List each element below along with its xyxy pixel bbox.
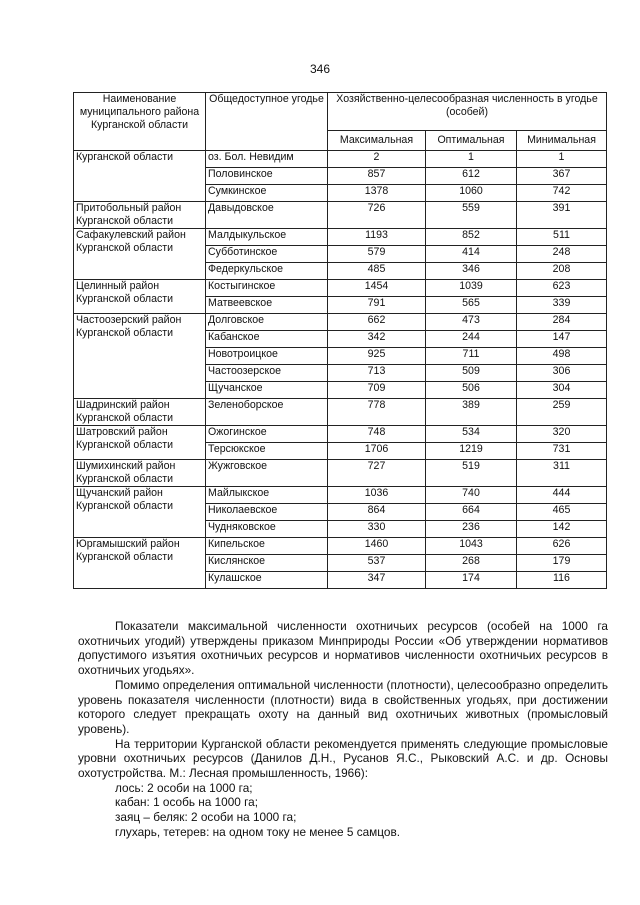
max-cell: 1706 (328, 443, 426, 460)
opt-cell: 534 (426, 426, 517, 443)
max-cell: 857 (328, 168, 426, 185)
opt-cell: 559 (426, 202, 517, 229)
min-cell: 304 (517, 382, 607, 399)
min-cell: 142 (517, 521, 607, 538)
area-cell: Кабанское (206, 331, 328, 348)
opt-cell: 509 (426, 365, 517, 382)
area-cell: Малдыкульское (206, 229, 328, 246)
opt-cell: 565 (426, 297, 517, 314)
table-row (74, 314, 607, 331)
table-row (74, 460, 607, 487)
min-cell: 208 (517, 263, 607, 280)
opt-cell: 268 (426, 555, 517, 572)
area-cell: оз. Бол. Невидим (206, 151, 328, 168)
header-max: Максимальная (328, 131, 426, 151)
max-cell: 1454 (328, 280, 426, 297)
district-cell: Шумихинский район Курганской области (74, 460, 206, 487)
area-cell: Костыгинское (206, 280, 328, 297)
opt-cell: 389 (426, 399, 517, 426)
opt-cell: 852 (426, 229, 517, 246)
opt-cell: 1219 (426, 443, 517, 460)
district-cell: Щучанский район Курганской области (74, 487, 206, 538)
min-cell: 391 (517, 202, 607, 229)
min-cell: 742 (517, 185, 607, 202)
max-cell: 330 (328, 521, 426, 538)
min-cell: 259 (517, 399, 607, 426)
min-cell: 367 (517, 168, 607, 185)
min-cell: 284 (517, 314, 607, 331)
opt-cell: 1 (426, 151, 517, 168)
max-cell: 485 (328, 263, 426, 280)
max-cell: 1460 (328, 538, 426, 555)
header-group: Хозяйственно-целесообразная численность в угодье (особей) (328, 93, 607, 131)
header-district: Наименование муниципального района Курганской области (74, 93, 206, 151)
min-cell: 731 (517, 443, 607, 460)
area-cell: Кислянское (206, 555, 328, 572)
list-item: кабан: 1 особь на 1000 га; (115, 795, 259, 810)
table-row (74, 399, 607, 426)
min-cell: 511 (517, 229, 607, 246)
max-cell: 662 (328, 314, 426, 331)
min-cell: 626 (517, 538, 607, 555)
district-cell: Целинный район Курганской области (74, 280, 206, 314)
area-cell: Кулашское (206, 572, 328, 589)
area-cell: Субботинское (206, 246, 328, 263)
table-row (74, 538, 607, 555)
min-cell: 1 (517, 151, 607, 168)
hunting-resources-table (73, 92, 607, 589)
opt-cell: 1043 (426, 538, 517, 555)
district-cell: Шадринский район Курганской области (74, 399, 206, 426)
max-cell: 709 (328, 382, 426, 399)
opt-cell: 740 (426, 487, 517, 504)
area-cell: Половинское (206, 168, 328, 185)
area-cell: Майлыкское (206, 487, 328, 504)
min-cell: 248 (517, 246, 607, 263)
district-cell: Курганской области (74, 151, 206, 202)
max-cell: 1036 (328, 487, 426, 504)
min-cell: 311 (517, 460, 607, 487)
district-cell: Частоозерский район Курганской области (74, 314, 206, 399)
area-cell: Частоозерское (206, 365, 328, 382)
list-item: лось: 2 особи на 1000 га; (115, 780, 253, 795)
paragraph: Показатели максимальной численности охотничьих ресурсов (особей на 1000 га охотничьих угодий) утверждены приказом Минприроды России «Об утверждении нормативов допустимого изъятия охотничьих ресурсов и нормативов численности охотничьих ресурсов в охотничьих угодьях». (78, 619, 608, 678)
opt-cell: 711 (426, 348, 517, 365)
district-cell: Юргамышский район Курганской области (74, 538, 206, 589)
district-cell: Шатровский район Курганской области (74, 426, 206, 460)
max-cell: 748 (328, 426, 426, 443)
opt-cell: 174 (426, 572, 517, 589)
max-cell: 713 (328, 365, 426, 382)
opt-cell: 519 (426, 460, 517, 487)
area-cell: Сумкинское (206, 185, 328, 202)
district-cell: Притобольный район Курганской области (74, 202, 206, 229)
opt-cell: 414 (426, 246, 517, 263)
max-cell: 925 (328, 348, 426, 365)
max-cell: 1193 (328, 229, 426, 246)
min-cell: 465 (517, 504, 607, 521)
area-cell: Новотроицкое (206, 348, 328, 365)
area-cell: Чудняковское (206, 521, 328, 538)
max-cell: 342 (328, 331, 426, 348)
max-cell: 2 (328, 151, 426, 168)
opt-cell: 346 (426, 263, 517, 280)
area-cell: Давыдовское (206, 202, 328, 229)
opt-cell: 1039 (426, 280, 517, 297)
table-row (74, 487, 607, 504)
header-opt: Оптимальная (426, 131, 517, 151)
max-cell: 1378 (328, 185, 426, 202)
area-cell: Зеленоборское (206, 399, 328, 426)
max-cell: 347 (328, 572, 426, 589)
max-cell: 864 (328, 504, 426, 521)
min-cell: 320 (517, 426, 607, 443)
table-row (74, 151, 607, 168)
opt-cell: 473 (426, 314, 517, 331)
paragraph: Помимо определения оптимальной численности (плотности), целесообразно определить уровень показателя численности (плотности) вида в свойственных угодьях, при достижении которого следует прекращать охоту на данный вид охотничьих животных (промысловый уровень). (78, 677, 608, 736)
page-number: 346 (309, 62, 331, 76)
opt-cell: 664 (426, 504, 517, 521)
area-cell: Федеркульское (206, 263, 328, 280)
area-cell: Ожогинское (206, 426, 328, 443)
header-min: Минимальная (517, 131, 607, 151)
paragraph: На территории Курганской области рекомендуется применять следующие промысловые уровни охотничьих ресурсов (Данилов Д.Н., Русанов Я.С., Рыковский А.С. и др. Основы охотустройства. М.: Лесная промышленность, 1966): (78, 736, 608, 781)
max-cell: 727 (328, 460, 426, 487)
max-cell: 726 (328, 202, 426, 229)
body-text (78, 619, 608, 840)
area-cell: Кипельское (206, 538, 328, 555)
area-cell: Матвеевское (206, 297, 328, 314)
min-cell: 623 (517, 280, 607, 297)
area-cell: Щучанское (206, 382, 328, 399)
opt-cell: 506 (426, 382, 517, 399)
opt-cell: 612 (426, 168, 517, 185)
header-area: Общедоступное угодье (206, 93, 328, 151)
area-cell: Николаевское (206, 504, 328, 521)
district-cell: Сафакулевский район Курганской области (74, 229, 206, 280)
list-item: заяц – беляк: 2 особи на 1000 га; (115, 810, 297, 825)
area-cell: Терсюкское (206, 443, 328, 460)
table-row (74, 280, 607, 297)
min-cell: 498 (517, 348, 607, 365)
opt-cell: 1060 (426, 185, 517, 202)
min-cell: 306 (517, 365, 607, 382)
min-cell: 444 (517, 487, 607, 504)
min-cell: 147 (517, 331, 607, 348)
max-cell: 791 (328, 297, 426, 314)
table-row (74, 426, 607, 443)
table-row (74, 202, 607, 229)
min-cell: 339 (517, 297, 607, 314)
area-cell: Жужговское (206, 460, 328, 487)
max-cell: 537 (328, 555, 426, 572)
min-cell: 179 (517, 555, 607, 572)
max-cell: 579 (328, 246, 426, 263)
table-row (74, 229, 607, 246)
max-cell: 778 (328, 399, 426, 426)
opt-cell: 244 (426, 331, 517, 348)
opt-cell: 236 (426, 521, 517, 538)
area-cell: Долговское (206, 314, 328, 331)
list-item: глухарь, тетерев: на одном току не менее 5 самцов. (115, 824, 401, 839)
min-cell: 116 (517, 572, 607, 589)
